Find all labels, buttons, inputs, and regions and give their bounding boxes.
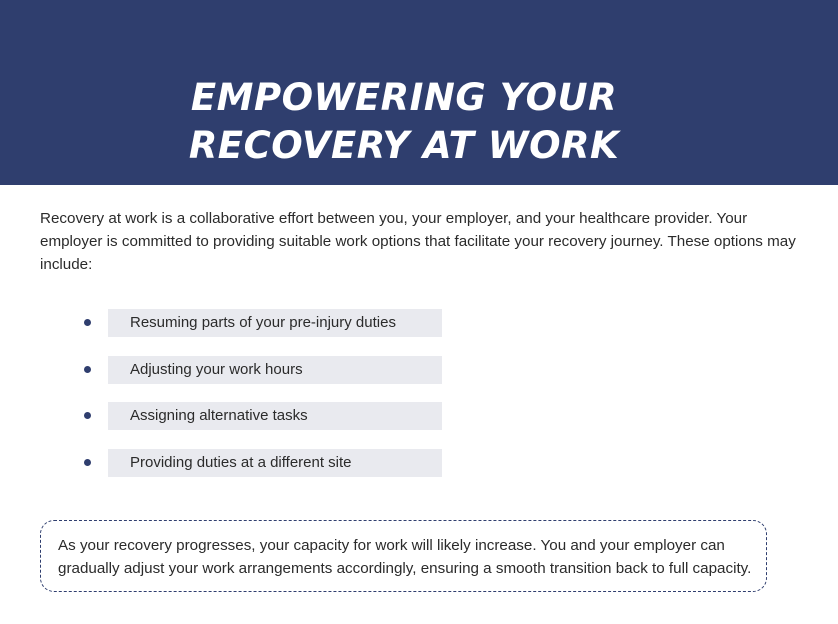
option-box: [108, 402, 442, 430]
option-box: [108, 309, 442, 337]
option-label: Assigning alternative tasks: [130, 407, 308, 424]
intro-paragraph: Recovery at work is a collaborative effort between you, your employer, and your healthcare provider. Your employer is committed to providing suitable work options that facilitate your recovery journey. These options may include:: [40, 210, 796, 273]
bullet-dot-icon: [84, 459, 91, 466]
note-text: As your recovery progresses, your capacity for work will likely increase. You and your employer can gradually adjust your work arrangements accordingly, ensuring a smooth transition back to full capacity.: [58, 537, 752, 577]
bullet-dot-icon: [84, 366, 91, 373]
option-label: Providing duties at a different site: [130, 453, 352, 471]
option-box: [108, 356, 442, 384]
page-title: [0, 74, 808, 170]
bullet-dot-icon: [84, 319, 91, 326]
option-label: Resuming parts of your pre-injury duties: [130, 314, 396, 331]
title-line-1: EMPOWERING YOUR: [190, 76, 618, 119]
title-line-2: RECOVERY AT WORK: [188, 124, 620, 167]
bullet-dot-icon: [84, 412, 91, 419]
header-banner: [0, 0, 838, 185]
option-label: Adjusting your work hours: [130, 360, 303, 378]
option-box: [108, 449, 442, 477]
note-callout: [40, 520, 767, 592]
